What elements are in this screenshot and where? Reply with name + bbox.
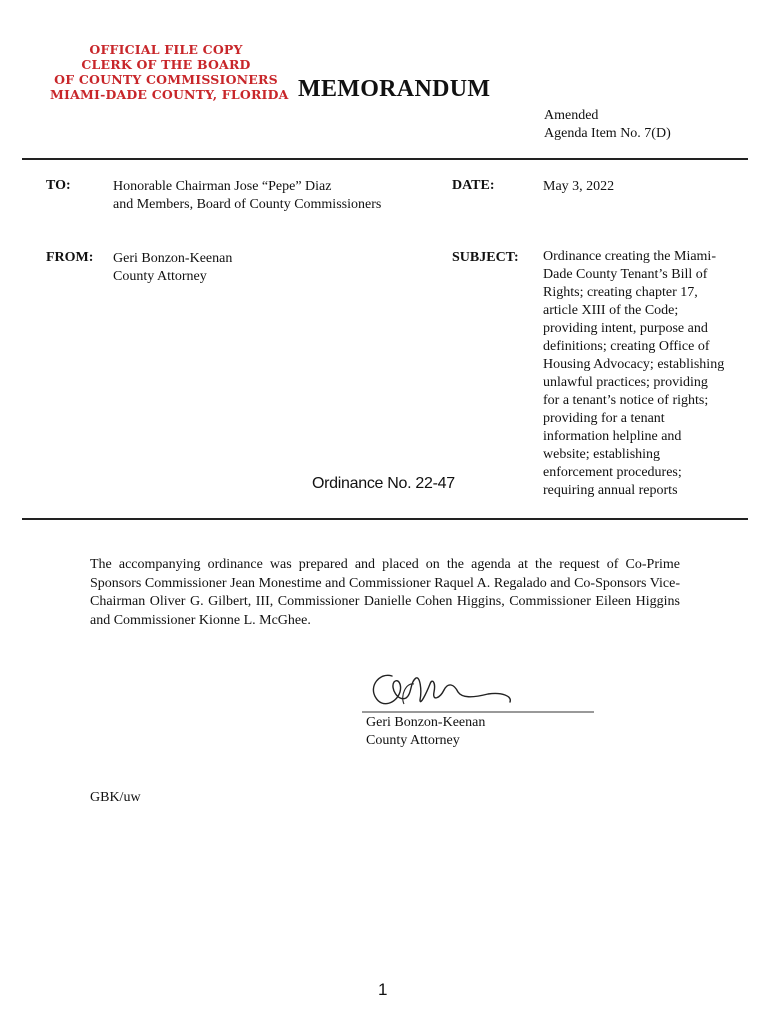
subject-text [543, 248, 743, 500]
from-label: FROM: [46, 250, 94, 265]
from-line-2: County Attorney [113, 269, 207, 284]
subject-line: requiring annual reports [543, 483, 678, 498]
subject-line: Dade County Tenant’s Bill of [543, 267, 708, 282]
to-line-2: and Members, Board of County Commissioners [113, 197, 382, 212]
subject-label: SUBJECT: [452, 250, 519, 265]
body-paragraph: The accompanying ordinance was prepared and placed on the agenda at the request of Co-Prime Sponsors Commissioner Jean Monestime and Commissioner Raquel A. Regalado and Co-Sponsors Vice-Chairman Oliver G. Gilbert, III, Commissioner Danielle Cohen Higgins, Commissioner Eileen Higgins and Commissioner Kionne L. McGhee. [90, 557, 680, 628]
typist-initials: GBK/uw [90, 790, 141, 805]
subject-line: information helpline and [543, 429, 682, 444]
top-divider [22, 158, 748, 160]
stamp-line-1: OFFICIAL FILE COPY [89, 42, 243, 57]
to-line-1: Honorable Chairman Jose “Pepe” Diaz [113, 179, 332, 194]
subject-line: Rights; creating chapter 17, [543, 285, 698, 300]
from-line-1: Geri Bonzon-Keenan [113, 251, 233, 266]
subject-line: providing for a tenant [543, 411, 665, 426]
stamp-line-4: MIAMI-DADE COUNTY, FLORIDA [50, 87, 289, 102]
page-number: 1 [378, 980, 388, 999]
signatory-name: Geri Bonzon-Keenan [366, 715, 486, 730]
amended-block [544, 107, 671, 143]
subject-line: website; establishing [543, 447, 661, 462]
ordinance-number: Ordinance No. 22-47 [312, 475, 455, 492]
to-label: TO: [46, 178, 71, 193]
official-file-copy-stamp [50, 42, 289, 102]
subject-line: Housing Advocacy; establishing [543, 357, 725, 372]
stamp-line-3: OF COUNTY COMMISSIONERS [54, 72, 278, 87]
subject-line: enforcement procedures; [543, 465, 682, 480]
date-value: May 3, 2022 [543, 179, 615, 194]
date-label: DATE: [452, 178, 495, 193]
subject-line: unlawful practices; providing [543, 375, 708, 390]
subject-line: providing intent, purpose and [543, 321, 708, 336]
subject-line: definitions; creating Office of [543, 339, 710, 354]
signature-block [366, 714, 485, 750]
subject-line: for a tenant’s notice of rights; [543, 393, 709, 408]
memo-title: MEMORANDUM [298, 76, 491, 102]
signatory-title: County Attorney [366, 733, 460, 748]
signature-image [362, 668, 602, 718]
subject-line: article XIII of the Code; [543, 303, 679, 318]
amended-label: Amended [544, 108, 599, 123]
agenda-item-number: Agenda Item No. 7(D) [544, 126, 671, 141]
handwritten-signature-icon [362, 668, 602, 718]
stamp-line-2: CLERK OF THE BOARD [81, 57, 251, 72]
bottom-divider [22, 518, 748, 520]
from-sender [113, 250, 232, 286]
subject-line: Ordinance creating the Miami- [543, 249, 716, 264]
to-recipient [113, 178, 381, 214]
